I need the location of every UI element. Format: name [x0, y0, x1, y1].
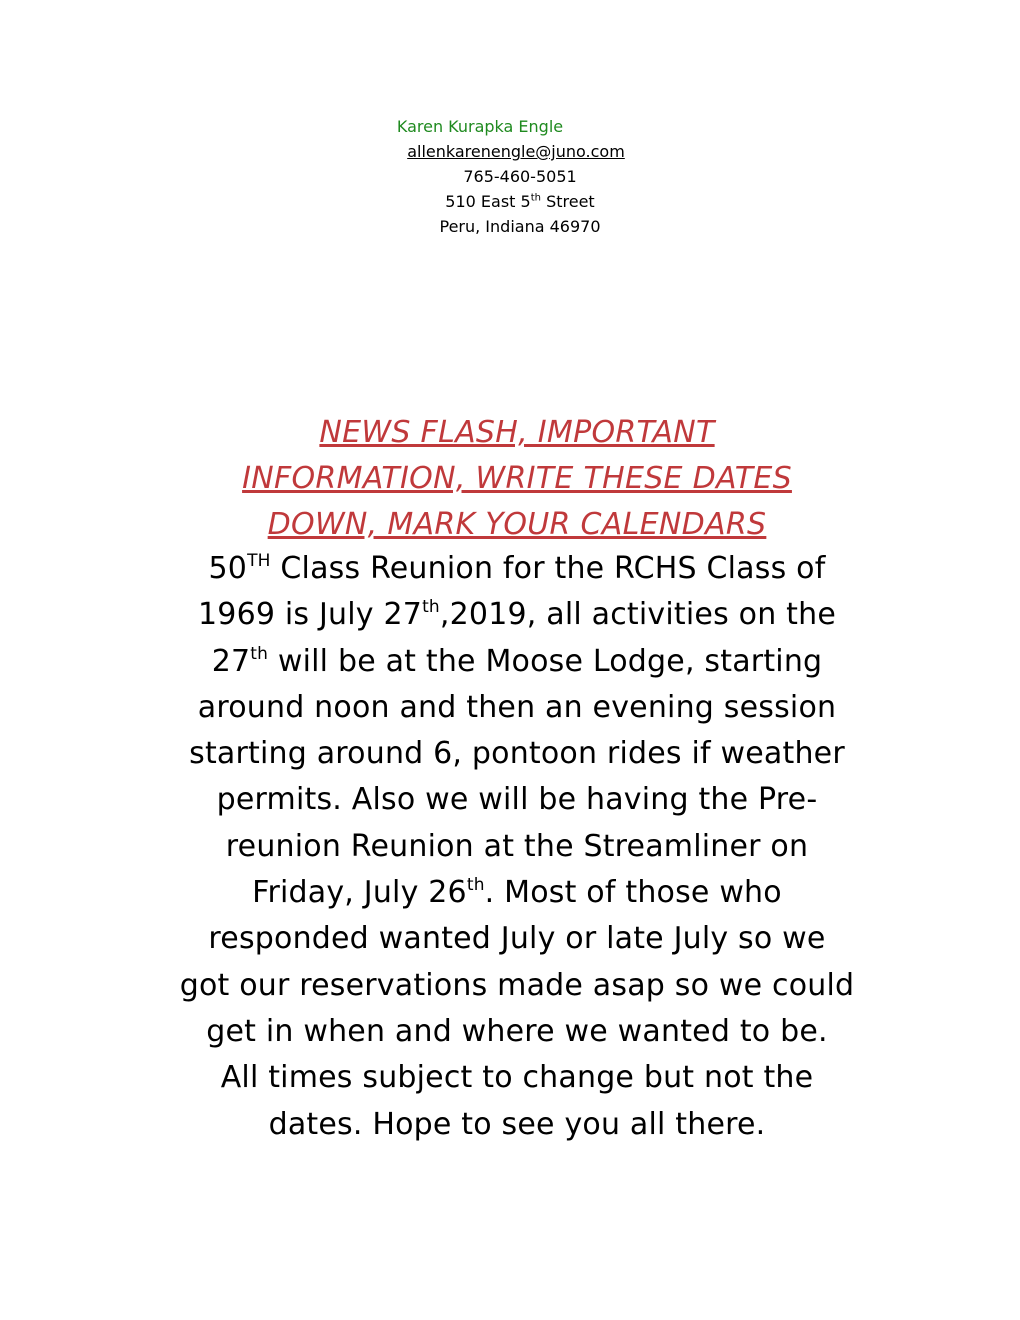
body-fragment: 27: [211, 643, 251, 679]
body-line: get in when and where we wanted to be.: [206, 1013, 828, 1049]
body-line: [110, 870, 924, 916]
contact-name: Karen Kurapka Engle: [396, 117, 564, 136]
news-flash-headline: [110, 410, 924, 548]
ordinal-superscript: th: [422, 597, 440, 618]
contact-phone: 765-460-5051: [463, 167, 577, 186]
body-line: starting around 6, pontoon rides if weather: [189, 736, 845, 772]
body-fragment: ,2019, all activities on the: [439, 597, 836, 633]
street-suffix: Street: [540, 192, 595, 211]
ordinal-superscript: TH: [247, 551, 271, 571]
body-fragment: 1969 is July 27: [198, 597, 423, 633]
contact-city: Peru, Indiana 46970: [439, 217, 601, 236]
body-fragment: Class Reunion for the RCHS Class of: [270, 551, 826, 586]
contact-email[interactable]: allenkarenengle@juno.com: [407, 142, 625, 161]
body-line: dates. Hope to see you all there.: [268, 1106, 766, 1142]
announcement-body: [110, 546, 924, 1148]
headline-line: DOWN, MARK YOUR CALENDARS: [267, 507, 767, 542]
headline-line: INFORMATION, WRITE THESE DATES: [242, 461, 792, 496]
body-fragment: . Most of those who: [484, 875, 782, 911]
body-fragment: Friday, July 26: [252, 875, 467, 911]
contact-street: [300, 189, 740, 214]
body-fragment: 50: [208, 551, 248, 586]
body-line: got our reservations made asap so we could: [179, 967, 855, 1003]
body-line: permits. Also we will be having the Pre-: [216, 782, 818, 818]
body-line: [110, 639, 924, 685]
body-line: All times subject to change but not the: [220, 1060, 814, 1096]
body-line: around noon and then an evening session: [197, 689, 837, 725]
contact-block: [300, 114, 740, 239]
street-main: 510 East 5: [445, 192, 531, 211]
ordinal-superscript: th: [466, 875, 485, 896]
body-line: [110, 592, 924, 638]
body-line: responded wanted July or late July so we: [208, 921, 826, 957]
body-fragment: will be at the Moose Lodge, starting: [268, 643, 823, 679]
headline-line: NEWS FLASH, IMPORTANT: [319, 415, 715, 450]
ordinal-superscript: th: [250, 643, 269, 664]
street-ordinal: th: [530, 192, 541, 204]
body-line: reunion Reunion at the Streamliner on: [225, 828, 809, 864]
body-line: [110, 546, 924, 592]
